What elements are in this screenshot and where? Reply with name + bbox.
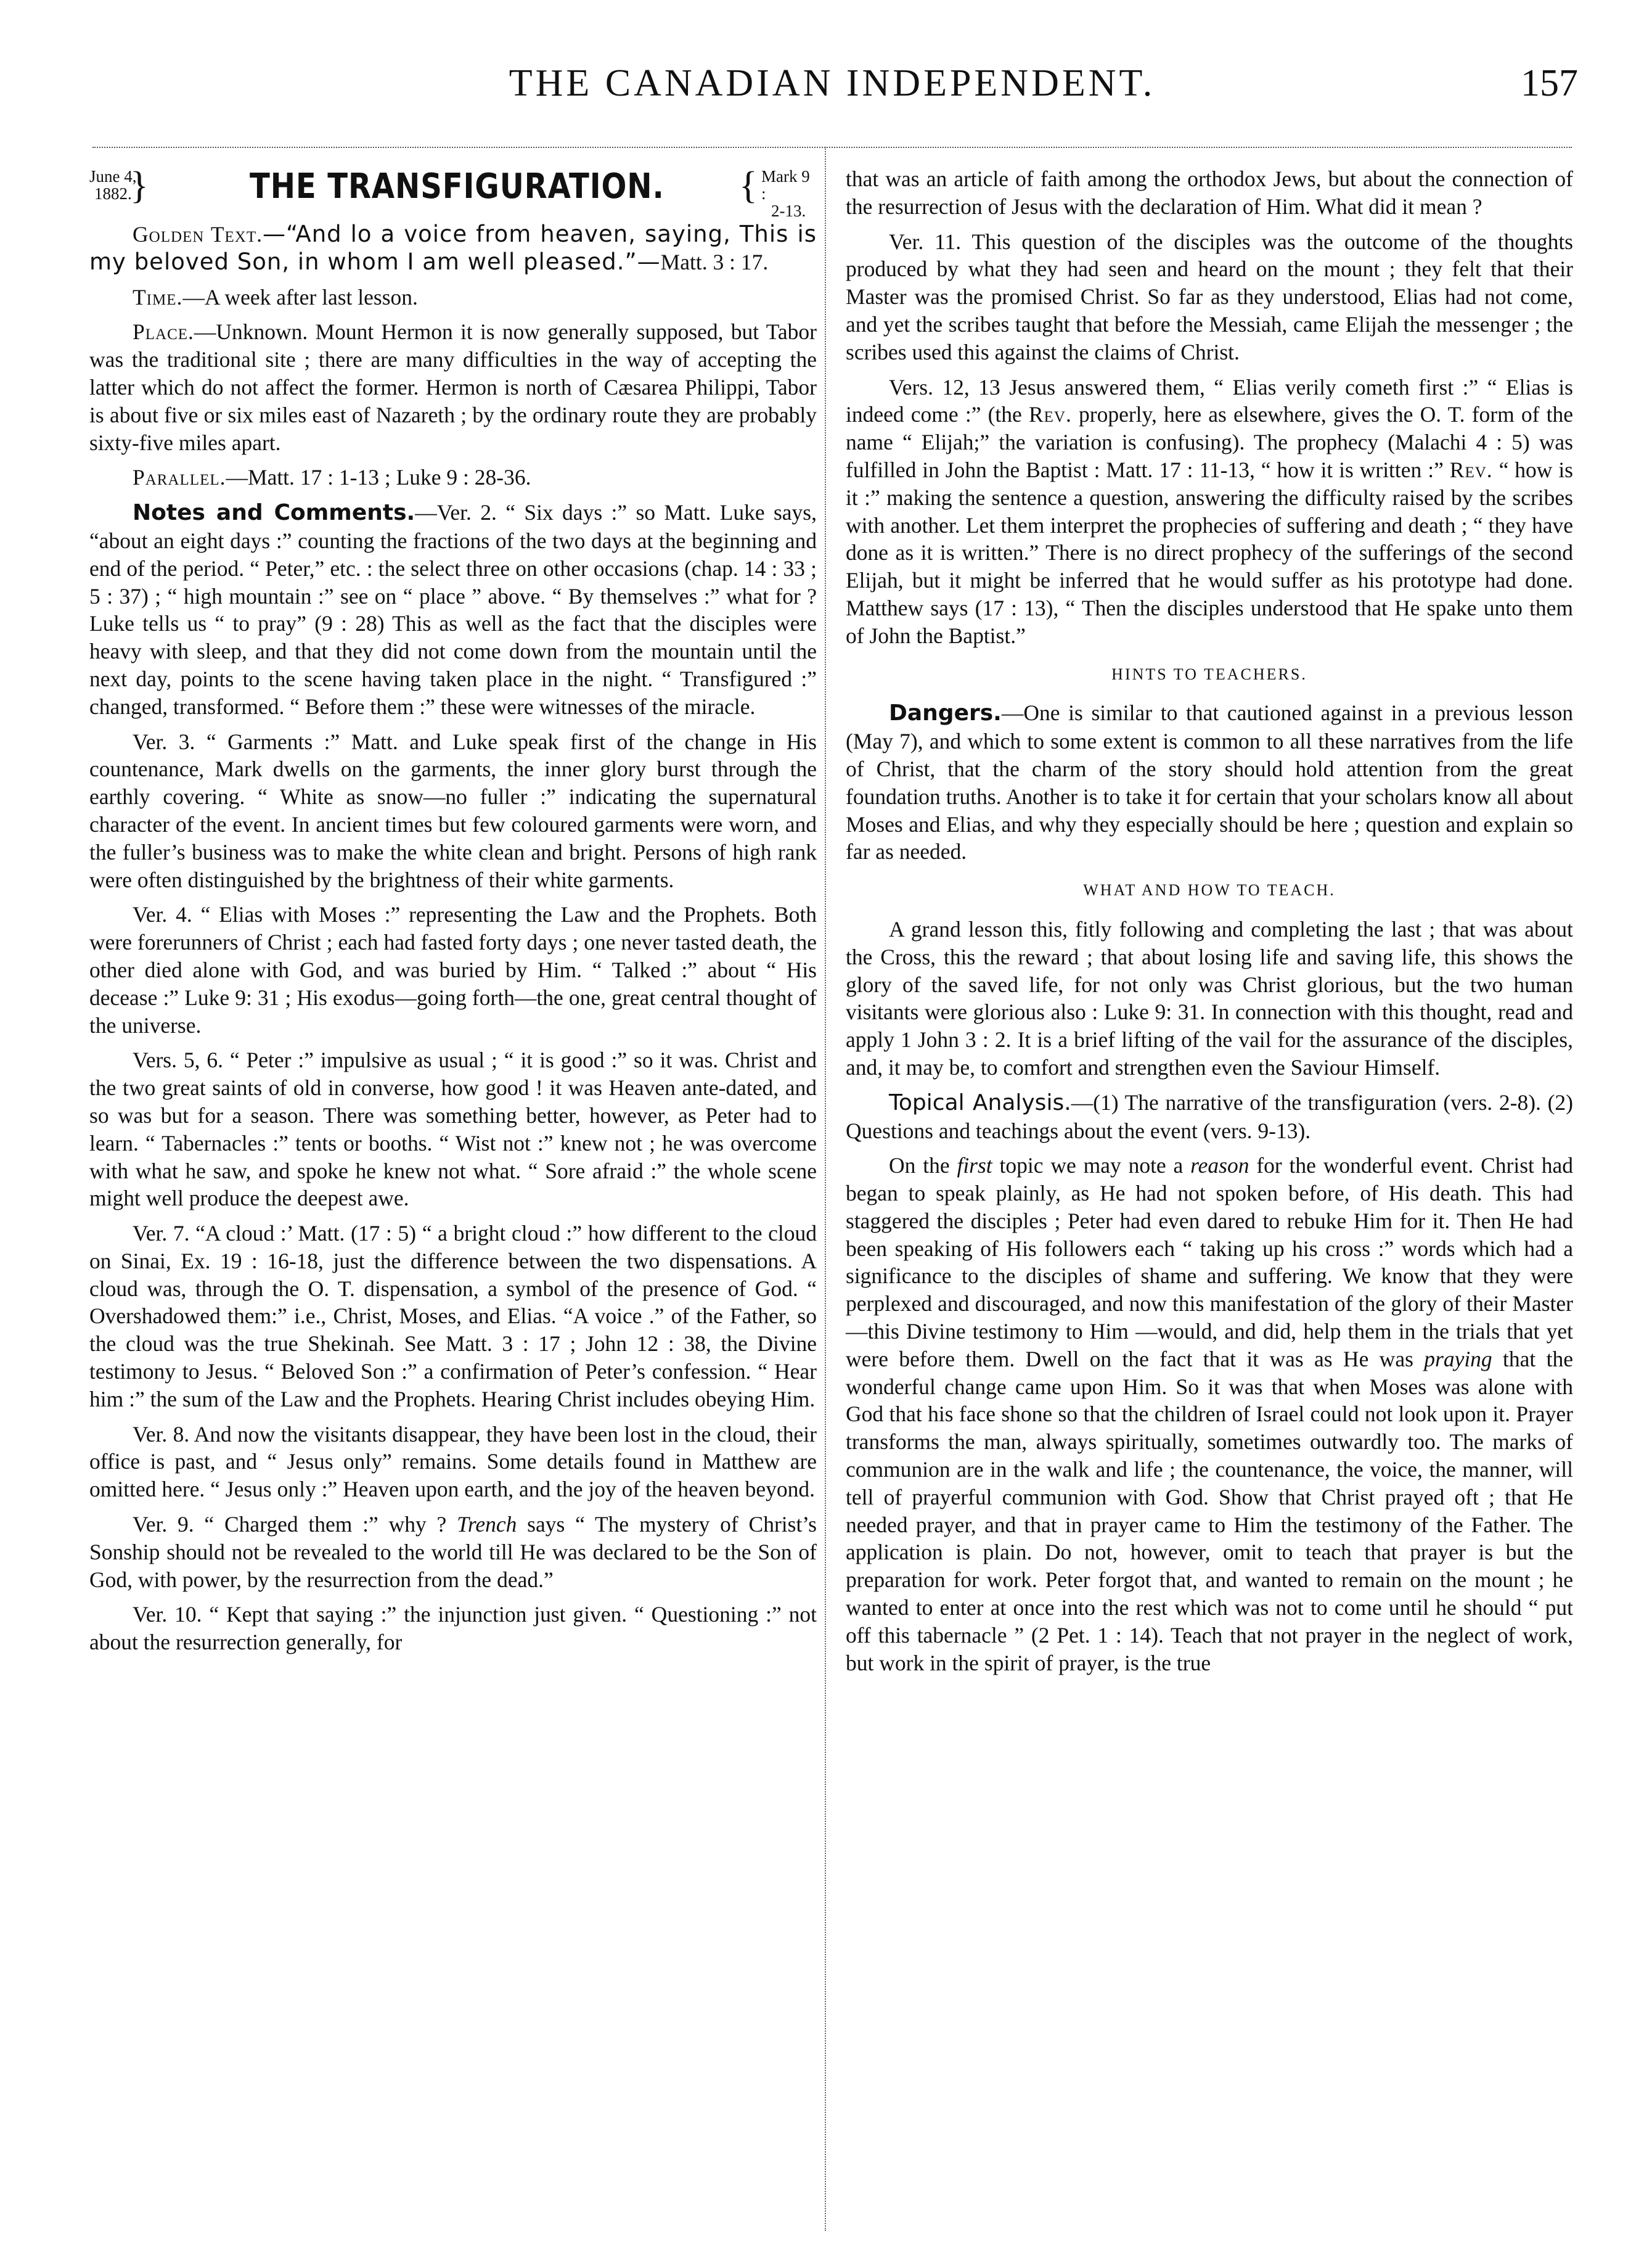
golden-text-body: —“And lo a voice from heaven, saying, This is my beloved Son, in whom I am well pleased.”—	[89, 221, 817, 275]
notes-para	[89, 499, 817, 720]
verse-12-13-para	[846, 374, 1573, 650]
masthead	[86, 55, 1578, 111]
golden-text-ref: Matt. 3 : 17.	[660, 249, 769, 274]
rev-abbrev-1: Rev.	[1028, 402, 1072, 427]
grand-lesson-para: A grand lesson this, fitly following and completing the last ; that was about the Cross, this the reward ; that about losing life and saving life, this shows the glory of the saved life, for not only was Christ glorious, but the two human visitants were glorious also : Luke 9: 31. In connection with this thought, read and apply 1 John 3 : 2. It is a brief lifting of the vail for the assurance of the disciples, and, it may be, to comfort and strengthen even the Saviour Himself.	[846, 916, 1573, 1080]
parallel-label: Parallel.	[133, 465, 226, 490]
place-para	[89, 318, 817, 456]
column-divider	[825, 147, 826, 2231]
topical-text: —(1) The narrative of the transfiguration (vers. 2-8). (2) Questions and teachings about the event (vers. 9-13).	[846, 1090, 1573, 1143]
hints-heading: HINTS TO TEACHERS.	[1111, 665, 1307, 683]
first-topic-c: for the wonderful event. Christ had began to speak plainly, as He had not spoken before, of His death. This had staggered the disciples ; Peter had even dared to rebuke Him for it. Then He had been speaking of His followers each “ taking up his cross :” words which had a significance to the disciples of shame and suffering. We know that they were perplexed and discouraged, and now this manifestation of the glory of their Master—this Divine testimony to Him —would, and did, help them in the trials that yet were before them. Dwell on the fact that it was as He was	[846, 1153, 1574, 1371]
dangers-label: Dangers.	[889, 700, 1002, 726]
parallel-text: —Matt. 17 : 1-13 ; Luke 9 : 28-36.	[226, 465, 531, 490]
verse-9-text-b: says “ The mystery of Christ’s Sonship should not be revealed to the world till He was declared to be the Son of God, with power, by the resurrection from the dead.”	[89, 1512, 817, 1592]
left-column	[89, 165, 817, 1664]
lesson-date-line2: 1882.	[94, 184, 132, 203]
time-para	[89, 284, 817, 311]
verse-9-para	[89, 1511, 817, 1593]
verse-5-6-para: Vers. 5, 6. “ Peter :” impulsive as usual ; “ it is good :” so it was. Christ and the two great saints of old in converse, how good ! it was Heaven ante-dated, and so was but for a season. There was something better, however, as Peter had to learn. “ Tabernacles :” tents or booths. “ Wist not :” knew not ; he was overcome with what he saw, and spoke he knew not what. “ Sore afraid :” the whole scene might well produce the deepest awe.	[89, 1048, 817, 1211]
dangers-para	[846, 699, 1573, 866]
journal-title: THE CANADIAN INDEPENDENT.	[509, 62, 1156, 104]
lesson-date-line1: June 4,	[89, 167, 137, 186]
time-label: Time.	[133, 284, 183, 310]
first-topic-a: On the	[889, 1153, 957, 1178]
lesson-reference-line2: 2-13.	[771, 202, 806, 220]
rev-abbrev-2: Rev.	[1449, 457, 1493, 482]
verse-12-13-text-c: “ how is it :” making the sentence a question, answering the difficulty raised by the scribes with another. Let them interpret the prophecies of suffering and death ; “ they have done as it is written.” There is no direct prophecy of the sufferings of the second Elijah, but it might be inferred that he would suffer as his prototype had done. Matthew says (17 : 13), “ Then the disciples understood that He spake unto them of John the Baptist.”	[846, 457, 1573, 648]
verse-3-para: Ver. 3. “ Garments :” Matt. and Luke speak first of the change in His countenance, Mark dwells on the garments, the inner glory burst through the earthly covering. “ White as snow—no fuller :” indicating the supernatural character of the event. In ancient times but few coloured garments were worn, and the fuller’s business was to make the white clean and bright. Persons of high rank were often distinguished by the brightness of their white garments.	[89, 729, 817, 892]
verse-4-para: Ver. 4. “ Elias with Moses :” representing the Law and the Prophets. Both were forerunners of Christ ; each had fasted forty days ; one never tasted death, the other died alone with God, and was buried by Him. “ Talked :” about “ His decease :” Luke 9: 31 ; His exodus—going forth—the one, great central thought of the universe.	[89, 902, 817, 1038]
page-number: 157	[1521, 62, 1578, 104]
verse-8-para: Ver. 8. And now the visitants disappear, they have been lost in the cloud, their office is past, and “ Jesus only” remains. Some details found in Matthew are omitted here. “ Jesus only :” Heaven upon earth, and the joy of the heaven beyond.	[89, 1421, 817, 1502]
reason-em: reason	[1190, 1153, 1249, 1178]
first-topic-b: topic we may note a	[992, 1153, 1191, 1178]
continuation-para: that was an article of faith among the orthodox Jews, but about the connection of the resurrection of Jesus with the declaration of Him. What did it mean ?	[846, 166, 1573, 219]
verse-7-para: Ver. 7. “A cloud :’ Matt. (17 : 5) “ a bright cloud :” how different to the cloud on Sinai, Ex. 19 : 16-18, just the difference between the two dispensations. A cloud was, through the O. T. dispensation, a symbol of the presence of God. “ Overshadowed them:” i.e., Christ, Moses, and Elias. “A voice .” of the Father, so the cloud was the true Shekinah. See Matt. 3 : 17 ; John 12 : 38, the Divine testimony to Jesus. “ Beloved Son :” a confirmation of Peter’s confession. “ Hear him :” the sum of the Law and the Prophets. Hearing Christ includes obeying Him.	[89, 1221, 817, 1411]
golden-text-label: Golden Text.	[133, 222, 263, 247]
lesson-heading	[89, 165, 817, 220]
time-text: —A week after last lesson.	[182, 284, 418, 310]
first-topic-d: that the wonderful change came upon Him. So it was that when Moses was alone with God that his face shone so that the children of Israel could not look upon it. Prayer transforms the man, always spiritually, sometimes outwardly too. The marks of communion are in the walk and life ; the countenance, the voice, the manner, will tell of prayerful communion with God. Show that Christ prayed oft ; that He needed prayer, and that in prayer came to Him the testimony of the Father. The application is plain. Do not, however, omit to teach that prayer is but the preparation for work. Peter forgot that, and wanted to remain on the mount ; he wanted to enter at once into the rest which was not to come until he should “ put off this tabernacle ” (2 Pet. 1 : 14). Teach that not prayer in the neglect of work, but work in the spirit of prayer, is the true	[846, 1346, 1573, 1675]
first-em: first	[957, 1153, 992, 1178]
verse-9-text-a: Ver. 9. “ Charged them :” why ?	[133, 1512, 457, 1537]
notes-text: —Ver. 2. “ Six days :” so Matt. Luke says, “about an eight days :” counting the fractions of the two days at the beginning and end of the period. “ Peter,” etc. : the select three on other occasions (chap. 14 : 33 ; 5 : 37) ; “ high mountain :” see on “ place ” above. “ By themselves :” what for ? Luke tells us “ to pray” (9 : 28) This as well as the fact that the disciples were heavy with sleep, and that they did not come down from the mountain until the next day, points to the scene having taken place in the night. “ Transfigured :” changed, transformed. “ Before them :” these were witnesses of the miracle.	[89, 500, 817, 719]
lesson-title: THE TRANSFIGURATION.	[250, 166, 664, 207]
verse-9-trench: Trench	[457, 1512, 517, 1537]
lesson-reference	[739, 165, 817, 220]
place-text: —Unknown. Mount Hermon it is now generally supposed, but Tabor was the traditional site ; there are many difficulties in the way of accepting the latter which do not affect the former. Hermon is north of Cæsarea Philippi, Tabor is about five or six miles east of Nazareth ; by the ordinary route they are probably sixty-five miles apart.	[89, 319, 817, 455]
praying-em: praying	[1424, 1346, 1492, 1371]
topical-para	[846, 1089, 1573, 1145]
verse-12-13-text-b: properly, here as elsewhere, gives the O. T. form of the name “ Elijah;” the variation is confusing). The prophecy (Malachi 4 : 5) was fulfilled in John the Baptist : Matt. 17 : 11-13, “ how it is written :”	[846, 402, 1573, 482]
right-brace-glyph: }	[130, 165, 149, 207]
verse-12-13-text-a: Vers. 12, 13 Jesus answered them, “ Elias verily cometh first :” “ Elias is indeed come :” (the	[846, 374, 1573, 427]
verse-11-para: Ver. 11. This question of the disciples was the outcome of the thoughts produced by what they had seen and heard on the mount ; they felt that their Master was the promised Christ. So far as they understood, Elias had not come, and yet the scribes taught that before the Messiah, came Elijah the messenger ; the scribes used this against the claims of Christ.	[846, 229, 1573, 364]
parallel-para	[89, 464, 817, 491]
first-topic-para	[846, 1152, 1573, 1677]
header-rule	[92, 147, 1572, 148]
lesson-reference-line1: Mark 9 :	[761, 167, 810, 203]
right-column	[846, 165, 1573, 1684]
verse-10-para: Ver. 10. “ Kept that saying :” the injunction just given. “ Questioning :” not about the resurrection generally, for	[89, 1602, 817, 1655]
golden-text	[89, 221, 817, 276]
what-how-heading: WHAT AND HOW TO TEACH.	[1083, 881, 1336, 900]
topical-label: Topical Analysis.	[889, 1090, 1071, 1115]
notes-label: Notes and Comments.	[133, 500, 415, 526]
place-label: Place.	[133, 319, 194, 345]
dangers-text: —One is similar to that cautioned against in a previous lesson (May 7), and which to some extent is common to all these narratives from the life of Christ, that the charm of the story should hold attention from the great foundation truths. Another is to take it for certain that your scholars know all about Moses and Elias, and why they especially should be here ; question and explain so far as needed.	[846, 700, 1573, 864]
left-brace-glyph: {	[739, 165, 758, 207]
lesson-date	[89, 165, 149, 207]
